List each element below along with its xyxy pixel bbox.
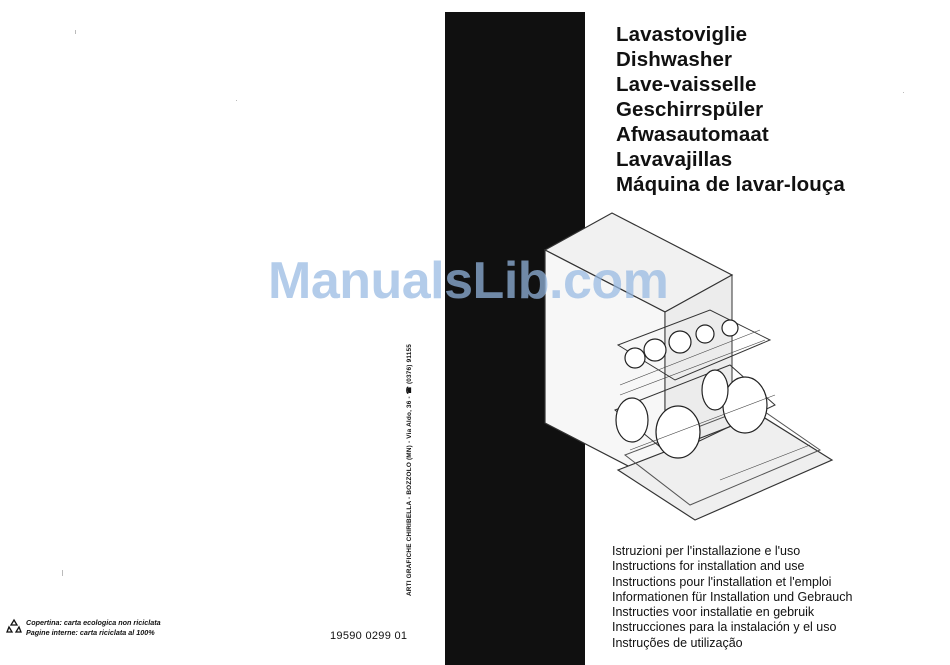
instructions-italian: Istruzioni per l'installazione e l'uso <box>612 544 801 558</box>
paper-speck <box>236 100 237 101</box>
paper-note-cover: Copertina: carta ecologica non riciclata <box>26 618 161 627</box>
paper-speck <box>75 30 76 34</box>
instructions-german: Informationen für Installation und Gebrauch <box>612 589 853 604</box>
paper-speck <box>903 92 904 93</box>
instructions-portuguese: Instruções de utilização <box>612 635 743 650</box>
paper-note <box>6 618 161 637</box>
product-title-list <box>616 22 845 197</box>
title-portuguese: Máquina de lavar-louça <box>616 173 845 196</box>
instructions-spanish: Instrucciones para la instalación y el uso <box>612 620 837 635</box>
instructions-list <box>612 544 852 651</box>
title-italian: Lavastoviglie <box>616 23 748 46</box>
instructions-english: Instructions for installation and use <box>612 559 805 574</box>
paper-note-pages: Pagine interne: carta riciclata al 100% <box>26 627 155 637</box>
title-dutch: Afwasautomaat <box>616 123 769 146</box>
printer-spine <box>402 345 416 595</box>
paper-speck <box>62 570 63 576</box>
recycle-icon <box>6 618 22 634</box>
title-spanish: Lavavajillas <box>616 148 733 171</box>
product-code: 19590 0299 01 <box>330 630 408 642</box>
title-french: Lave-vaisselle <box>616 73 757 96</box>
title-german: Geschirrspüler <box>616 98 764 121</box>
manualslib-watermark: ManualsLib.com <box>268 252 669 310</box>
instructions-dutch: Instructies voor installatie en gebruik <box>612 605 815 620</box>
instructions-french: Instructions pour l'installation et l'emploi <box>612 574 832 589</box>
printer-line: ARTI GRAFICHE CHIRIBELLA - BOZZOLO (MN) - Via Aldo, 36 - ☎ (0376) 91155 <box>406 343 413 597</box>
title-english: Dishwasher <box>616 48 733 71</box>
